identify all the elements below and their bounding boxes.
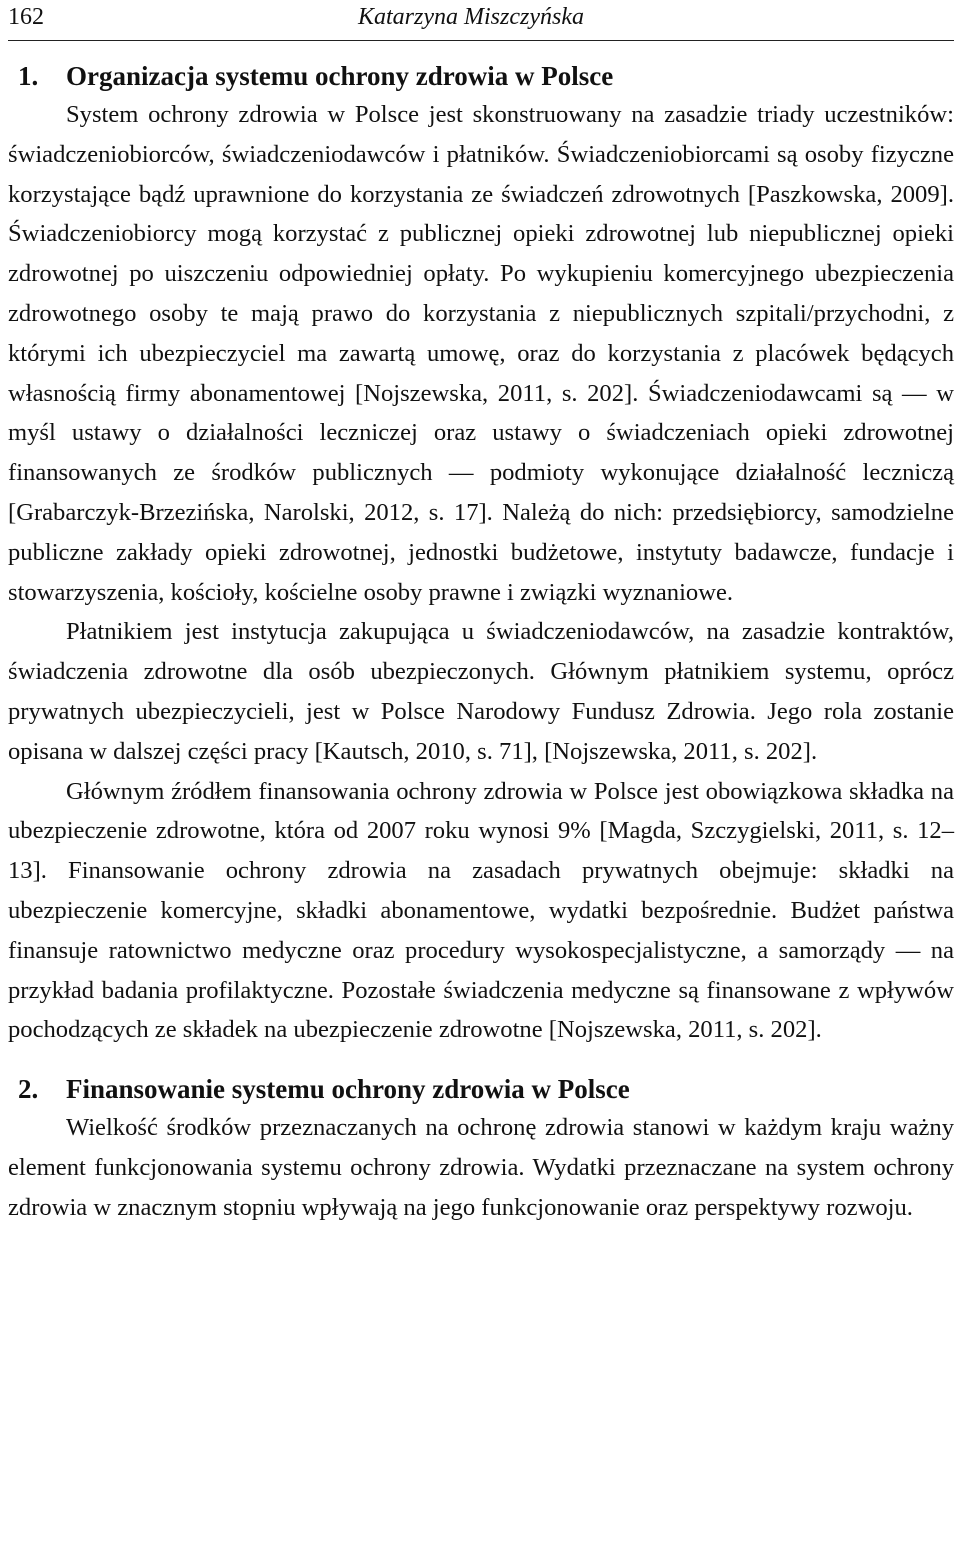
running-head-author: Katarzyna Miszczyńska (358, 4, 584, 30)
section-number: 1. (18, 61, 39, 91)
document-page (8, 0, 954, 1228)
section-title: Organizacja systemu ochrony zdrowia w Polsce (66, 61, 614, 91)
paragraph: Głównym źródłem finansowania ochrony zdrowia w Polsce jest obowiązkowa składka na ubezpieczenie zdrowotne, która od 2007 roku wynosi 9% [Magda, Szczygielski, 2011, s. 12–13]. Finansowanie ochrony zdrowia na zasadach prywatnych obejmuje: składki na ubezpieczenie komercyjne, składki abonamentowe, wydatki bezpośrednie. Budżet państwa finansuje ratownictwo medyczne oraz procedury wysokospecjalistyczne, a samorządy — na przykład badania profilaktyczne. Pozostałe świadczenia medyczne są finansowane z wpływów pochodzących ze składek na ubezpieczenie zdrowotne [Nojszewska, 2011, s. 202]. (8, 777, 954, 1044)
page-number: 162 (8, 4, 44, 30)
section-number: 2. (18, 1074, 39, 1105)
paragraph: Wielkość środków przeznaczanych na ochronę zdrowia stanowi w każdym kraju ważny element funkcjonowania systemu ochrony zdrowia. Wydatki przeznaczane na system ochrony zdrowia w znacznym stopniu wpływają na jego funkcjonowanie oraz perspektywy rozwoju. (8, 1114, 954, 1221)
running-head (8, 0, 954, 41)
paragraph: System ochrony zdrowia w Polsce jest skonstruowany na zasadzie triady uczestników: świadczeniobiorców, świadczeniodawców i płatników. Świadczeniobiorcami są osoby fizyczne korzystające bądź uprawnione do korzystania ze świadczeń zdrowotnych [Paszkowska, 2009]. Świadczeniobiorcy mogą korzystać z publicznej opieki zdrowotnej lub niepublicznej opieki zdrowotnej po uiszczeniu odpowiedniej opłaty. Po wykupieniu komercyjnego ubezpieczenia zdrowotnego osoby te mają prawo do korzystania z niepublicznych szpitali/przychodni, z którymi ich ubezpieczyciel ma zawartą umowę, oraz do korzystania z placówek będących własnością firmy abonamentowej [Nojszewska, 2011, s. 202]. Świadczeniodawcami są — w myśl ustawy o działalności leczniczej oraz ustawy o świadczeniach opieki zdrowotnej finansowanych ze środków publicznych — podmioty wykonujące działalność leczniczą [Grabarczyk-Brzezińska, Narolski, 2012, s. 17]. Należą do nich: przedsiębiorcy, samodzielne publiczne zakłady opieki zdrowotnej, jednostki budżetowe, instytuty badawcze, fundacje i stowarzyszenia, kościoły, kościelne osoby prawne i związki wyznaniowe. (8, 101, 954, 606)
section-heading-2 (8, 1070, 954, 1108)
section-heading-1 (8, 57, 954, 95)
paragraph: Płatnikiem jest instytucja zakupująca u świadczeniodawców, na zasadzie kontraktów, świadczenia zdrowotne dla osób ubezpieczonych. Głównym płatnikiem systemu, oprócz prywatnych ubezpieczycieli, jest w Polsce Narodowy Fundusz Zdrowia. Jego rola zostanie opisana w dalszej części pracy [Kautsch, 2010, s. 71], [Nojszewska, 2011, s. 202]. (8, 618, 954, 765)
section-title: Finansowanie systemu ochrony zdrowia w Polsce (66, 1074, 630, 1105)
